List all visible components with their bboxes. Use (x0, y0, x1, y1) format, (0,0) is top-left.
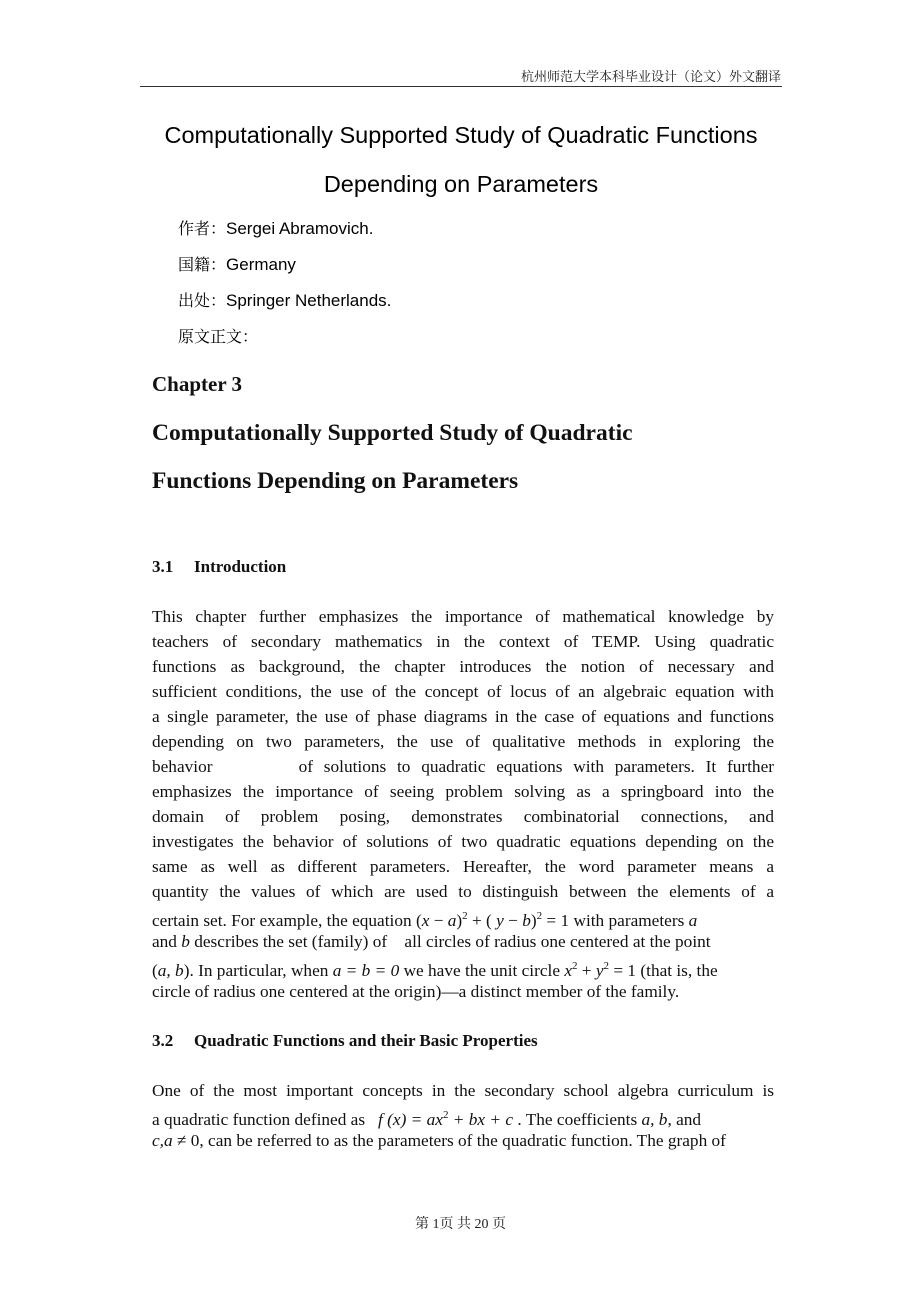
eq-var-y: y (496, 910, 504, 930)
eq-part: + (577, 960, 596, 980)
point-ab: a, b (157, 960, 184, 980)
text-run: ( (152, 960, 158, 980)
paragraph-line: quantity the values of which are used to distinguish between the elements of a (152, 882, 774, 901)
document-title-line-2: Depending on Parameters (323, 171, 599, 197)
eq-part: + bx + c (448, 1109, 514, 1129)
paragraph-line: domain of problem posing, demonstrates combinatorial connections, and (152, 807, 774, 826)
paragraph-line (152, 1128, 774, 1153)
page-footer: 第 1页 共 20 页 (415, 1217, 506, 1232)
page-header: 杭州师范大学本科毕业设计（论文）外文翻译 (520, 69, 781, 84)
text-run: ). In particular, when (183, 960, 333, 980)
paragraph-line (152, 904, 774, 929)
text-run: certain set. For example, the equation (152, 910, 416, 930)
eq-var-x: (x) (382, 1109, 407, 1129)
eq-part: − (503, 910, 523, 930)
header-divider (140, 86, 782, 87)
param-b: b (181, 932, 190, 951)
document-title-line-1: Computationally Supported Study of Quadratic Functions (164, 122, 758, 148)
eq-part: = 1 (542, 910, 570, 930)
meta-author-key: 作者： (178, 219, 227, 238)
text-run: a quadratic function defined as (152, 1109, 379, 1129)
coefficients: a, b (641, 1109, 668, 1129)
section-number: 3.1 (152, 557, 174, 576)
text-run: and (152, 932, 182, 951)
paragraph-line: behavior of solutions to quadratic equations with parameters. It further (152, 757, 774, 776)
section-title: Introduction (194, 557, 287, 576)
chapter-title-line-1: Computationally Supported Study of Quadratic (152, 420, 633, 446)
eq-exponent: 2 (442, 1109, 449, 1121)
eq-part: = ax (406, 1109, 443, 1129)
eq-part: − (429, 910, 448, 930)
paragraph-line: circle of radius one centered at the origin)—a distinct member of the family. (152, 982, 680, 1001)
param-a: a (688, 910, 698, 930)
eq-var-a: a (447, 910, 457, 930)
eq-var-b: b (522, 910, 531, 930)
coefficient-c: c,a (152, 1131, 173, 1150)
meta-nationality-key: 国籍： (178, 255, 227, 274)
text-run: we have the unit circle (399, 960, 565, 980)
paragraph-line (152, 954, 774, 979)
section-title: Quadratic Functions and their Basic Properties (194, 1031, 538, 1050)
chapter-label: Chapter 3 (152, 372, 243, 396)
eq-exponent: 2 (603, 960, 610, 972)
eq-part: ) (530, 910, 537, 930)
eq-part: ) (456, 910, 463, 930)
paragraph-line: same as well as different parameters. Hereafter, the word parameter means a (152, 857, 774, 876)
paragraph-line (152, 929, 774, 954)
eq-exponent: 2 (571, 960, 578, 972)
chapter-title-line-2: Functions Depending on Parameters (152, 468, 519, 494)
paragraph-line: teachers of secondary mathematics in the context of TEMP. Using quadratic (152, 632, 774, 651)
meta-author-value: Sergei Abramovich. (226, 219, 374, 238)
meta-nationality (178, 252, 296, 275)
paragraph-line: One of the most important concepts in the secondary school algebra curriculum is (152, 1081, 774, 1100)
meta-original-text-key: 原文正文： (178, 327, 259, 346)
paragraph-line: a single parameter, the use of phase diagrams in the case of equations and functions (152, 707, 774, 726)
meta-source-value: Springer Netherlands. (226, 291, 392, 310)
section-heading-3-1 (152, 557, 286, 577)
paragraph-line: functions as background, the chapter introduces the notion of necessary and (152, 657, 774, 676)
meta-original-text (178, 324, 258, 347)
eq-part: + ( (467, 910, 497, 930)
meta-nationality-value: Germany (226, 255, 296, 274)
text-run: describes the set (family) of all circles of radius one centered at the point (189, 932, 711, 951)
paragraph-line (152, 1103, 774, 1128)
eq-var-y: y (595, 960, 604, 980)
text-run: with parameters (569, 910, 689, 930)
section-heading-3-2 (152, 1031, 538, 1051)
paragraph-line: depending on two parameters, the use of qualitative methods in exploring the (152, 732, 774, 751)
text-run: , and (667, 1109, 702, 1129)
paragraph-line: investigates the behavior of solutions of two quadratic equations depending on the (152, 832, 774, 851)
section-number: 3.2 (152, 1031, 174, 1050)
eq-var-x: x (564, 960, 572, 980)
meta-author (178, 216, 373, 239)
circle-equation (416, 911, 569, 930)
meta-source-key: 出处： (178, 291, 227, 310)
text-run: . The coefficients (513, 1109, 642, 1129)
paragraph-line: This chapter further emphasizes the importance of mathematical knowledge by (152, 607, 774, 626)
eq-var-x: x (421, 910, 430, 930)
eq-exponent: 2 (536, 910, 543, 922)
condition-equation: a = b = 0 (332, 960, 400, 980)
paragraph-line: sufficient conditions, the use of the concept of locus of an algebraic equation with (152, 682, 774, 701)
meta-source (178, 288, 391, 311)
introduction-paragraph (152, 604, 774, 1004)
text-run: = 1 (that is, the (609, 960, 718, 980)
eq-func-f: f (378, 1109, 383, 1129)
eq-exponent: 2 (462, 910, 468, 922)
paragraph-line: emphasizes the importance of seeing problem solving as a springboard into the (152, 782, 774, 801)
eq-part: ( (415, 910, 422, 930)
text-run: ≠ 0, can be referred to as the parameters of the quadratic function. The graph of (172, 1131, 726, 1150)
quadratic-paragraph (152, 1078, 774, 1153)
